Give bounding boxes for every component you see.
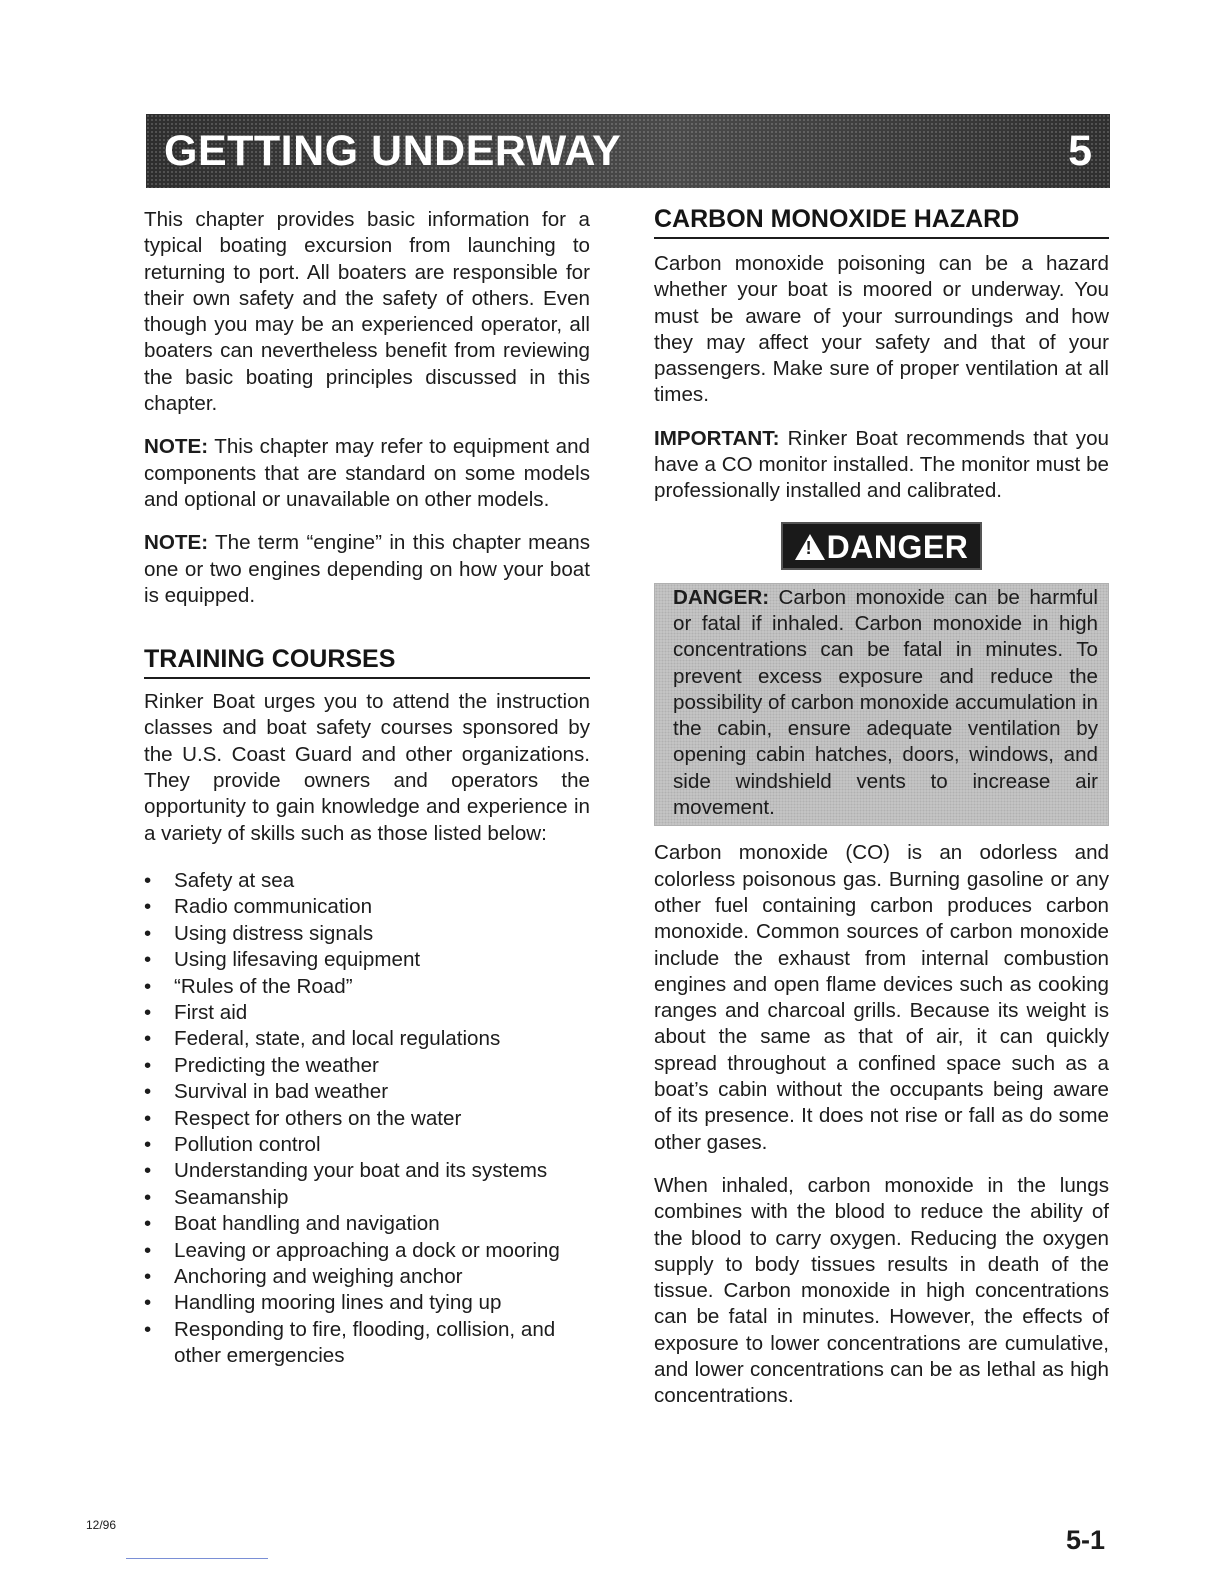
list-item: • Using distress signals (144, 921, 590, 947)
note-label: NOTE: (144, 531, 209, 555)
chapter-banner (146, 114, 1110, 188)
list-item: • Understanding your boat and its systems (144, 1158, 590, 1184)
list-item: • Boat handling and navigation (144, 1211, 590, 1237)
warning-triangle-icon (795, 534, 825, 560)
list-item: • Leaving or approaching a dock or mooring (144, 1238, 590, 1264)
note-text: This chapter may refer to equipment and components that are standard on some models and optional or unavailable on other models. (144, 435, 590, 511)
footer-rule (126, 1558, 268, 1559)
page-number: 5-1 (1066, 1525, 1106, 1555)
important-paragraph (654, 426, 1109, 505)
list-item: • Safety at sea (144, 868, 590, 894)
carbon-monoxide-heading: CARBON MONOXIDE HAZARD (654, 204, 1109, 239)
list-item: • “Rules of the Road” (144, 974, 590, 1000)
co-paragraph: When inhaled, carbon monoxide in the lungs combines with the blood to reduce the ability of the blood to carry oxygen. Reducing the oxygen supply to body tissues results in death of the tissue. Carbon monoxide in high concentrations can be fatal in minutes. However, the effects of exposure to lower concentrations are cumulative, and lower concentrations can be as lethal as high concentrations. (654, 1173, 1109, 1408)
chapter-number: 5 (1068, 127, 1092, 175)
training-paragraph: Rinker Boat urges you to attend the instruction classes and boat safety courses sponsored by the U.S. Coast Guard and other organizations. They provide owners and operators the opportunity to gain knowledge and experience in a variety of skills such as those listed below: (144, 690, 590, 845)
list-item: • Anchoring and weighing anchor (144, 1264, 590, 1290)
note-text: The term “engine” in this chapter means one or two engines depending on how your boat is equipped. (144, 531, 590, 607)
list-item: • Seamanship (144, 1185, 590, 1211)
revision-date: 12/96 (86, 1518, 117, 1532)
note-label: NOTE: (144, 435, 209, 459)
danger-label: DANGER: (673, 585, 770, 609)
left-column (144, 207, 590, 1370)
training-courses-heading: TRAINING COURSES (144, 644, 590, 679)
list-item: • First aid (144, 1000, 590, 1026)
list-item: • Radio communication (144, 894, 590, 920)
danger-warning-box (654, 583, 1109, 827)
list-item: • Federal, state, and local regulations (144, 1026, 590, 1052)
chapter-title: GETTING UNDERWAY (164, 127, 622, 175)
note-paragraph (144, 434, 590, 513)
important-text: Rinker Boat recommends that you have a CO monitor installed. The monitor must be professionally installed and calibrated. (654, 426, 1109, 503)
note-paragraph (144, 530, 590, 609)
danger-text: Carbon monoxide can be harmful or fatal if inhaled. Carbon monoxide in high concentrations can be fatal in minutes. To prevent excess exposure and reduce the possibility of carbon monoxide accumulation in the cabin, ensure adequate ventilation by opening cabin hatches, doors, windows, and side windshield vents to increase air movement. (673, 585, 1098, 820)
list-item: • Predicting the weather (144, 1053, 590, 1079)
list-item: • Using lifesaving equipment (144, 947, 590, 973)
co-intro-paragraph: Carbon monoxide poisoning can be a hazard whether your boat is moored or underway. You must be aware of your surroundings and how they may affect your safety and that of your passengers. Make sure of proper ventilation at all times. (654, 252, 1109, 407)
list-item: • Survival in bad weather (144, 1079, 590, 1105)
right-column (654, 204, 1109, 1427)
intro-paragraph: This chapter provides basic information for a typical boating excursion from launching to returning to port. All boaters are responsible for their own safety and the safety of others. Even though you may be an experienced operator, all boaters can nevertheless benefit from reviewing the basic boating principles discussed in this chapter. (144, 208, 590, 416)
danger-badge (781, 522, 983, 570)
list-item: • Pollution control (144, 1132, 590, 1158)
list-item: • Responding to fire, flooding, collision, and other emergencies (144, 1317, 590, 1370)
important-label: IMPORTANT: (654, 426, 780, 450)
training-list (144, 868, 590, 1370)
list-item: • Respect for others on the water (144, 1106, 590, 1132)
list-item: • Handling mooring lines and tying up (144, 1290, 590, 1316)
danger-badge-label: DANGER (826, 528, 969, 565)
co-paragraph: Carbon monoxide (CO) is an odorless and colorless poisonous gas. Burning gasoline or any other fuel containing carbon produces carbon monoxide. Common sources of carbon monoxide include the exhaust from internal combustion engines and open flame devices such as cooking ranges and charcoal grills. Because its weight is about the same as that of air, it can quickly spread throughout a confined space such as a boat’s cabin without the occupants being aware of its presence. It does not rise or fall as do some other gases. (654, 841, 1109, 1154)
danger-badge-wrap (654, 522, 1109, 570)
